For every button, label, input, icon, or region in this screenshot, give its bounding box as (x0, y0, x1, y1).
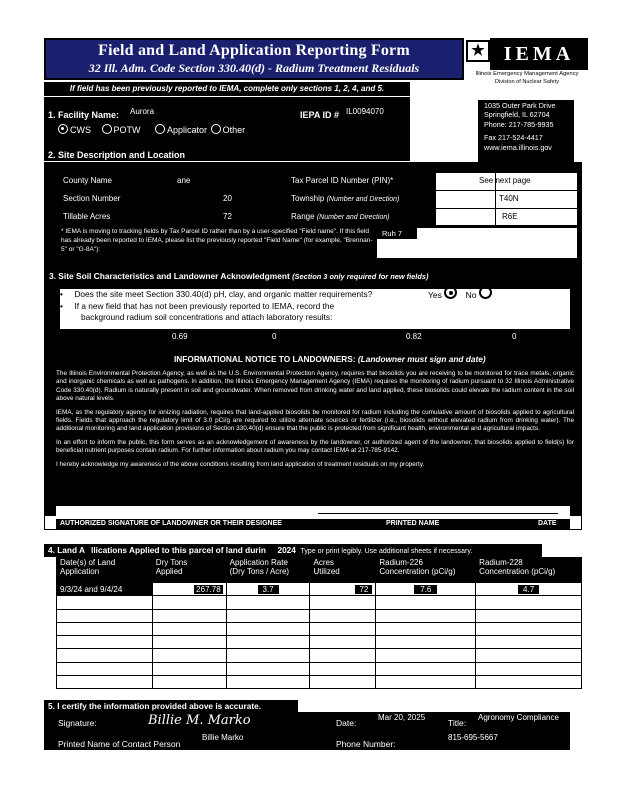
option-other[interactable]: Other (211, 125, 246, 135)
radio-empty-icon (211, 124, 221, 134)
notice-paragraph-3: In an effort to inform the public, this form serves as an acknowledgement of awareness by the landowner, or authorized agent of the landowner, that biosolids applied to field(s) for beneficial nutrient purposes contain radium. For further information about radium you may contact IEMA at 217-785-9142. (56, 438, 574, 455)
field-name-footnote: * IEMA is moving to tracking fields by Tax Parcel ID rather than by a user-specified "Field name". If this field has already been reported to IEMA, please list the previously reported "Field Name" (for example, "Brennan-5" or "G-8A"): (61, 228, 373, 253)
applications-grid (56, 557, 582, 689)
section2-heading: 2. Site Description and Location (48, 150, 186, 160)
section5-heading: 5. I certify the information provided above is accurate. (44, 700, 298, 712)
agency-division: Division of Nuclear Safety (494, 79, 560, 85)
facility-name-label: 1. Facility Name: (48, 110, 120, 120)
soil-value-3: 0.82 (406, 332, 422, 341)
radio-selected-icon (444, 286, 457, 299)
facility-type-options (58, 124, 245, 135)
agency-contact-box (478, 100, 574, 162)
state-outline-icon: ★ (466, 40, 490, 62)
prior-report-notice: If field has been previously reported to IEMA, complete only sections 1, 2, 4, and 5. (44, 82, 410, 96)
facility-name-value: Aurora (130, 107, 155, 116)
agency-name: Illinois Emergency Management Agency (475, 71, 579, 77)
option-potw[interactable]: POTW (102, 125, 141, 135)
cell-dry-tons[interactable]: 267.78 (152, 583, 226, 596)
table-row (57, 636, 582, 649)
date-value[interactable]: Mar 20, 2025 (378, 713, 426, 722)
previous-field-name: Ruh 7 (377, 228, 417, 239)
date-label: DATE (538, 520, 557, 527)
table-row (57, 596, 582, 609)
landowner-signature-label: AUTHORIZED SIGNATURE OF LANDOWNER OR THEIR DESIGNEE (60, 520, 282, 527)
printed-name-value[interactable]: Billie Marko (202, 733, 244, 742)
signature-labels-row (56, 519, 570, 529)
township-value: T40N (499, 194, 519, 203)
cell-date[interactable]: 9/3/24 and 9/4/24 (57, 583, 153, 596)
landowner-notice-title: INFORMATIONAL NOTICE TO LANDOWNERS: (Landowner must sign and date) (174, 354, 486, 364)
table-header-row (57, 558, 582, 583)
col-header-ra228: Radium-228 Concentration (pCi/g) (476, 558, 582, 583)
table-row (57, 676, 582, 689)
answer-no[interactable]: No (466, 290, 494, 300)
radio-selected-icon (58, 124, 68, 134)
section-number-label: Section Number (63, 194, 121, 203)
cell-ra226[interactable]: 7.6 (376, 583, 476, 596)
title-value[interactable]: Agronomy Compliance (478, 713, 559, 722)
signature-line-area[interactable] (56, 505, 570, 517)
printed-name-label: PRINTED NAME (386, 520, 440, 527)
range-value: R6E (502, 212, 518, 221)
section-number-value: 20 (223, 194, 232, 203)
table-row (57, 622, 582, 635)
soil-values-row (60, 329, 570, 347)
soil-value-1: 0.69 (172, 332, 188, 341)
form-title: Field and Land Application Reporting Form (98, 42, 410, 59)
county-value: ane (177, 176, 191, 185)
table-row (57, 662, 582, 675)
table-row (57, 583, 582, 596)
township-label: Township (Number and Direction) (291, 194, 400, 203)
section3-heading: 3. Site Soil Characteristics and Landowner Acknowledgment (Section 3 only required for new fields) (49, 271, 429, 281)
tillable-acres-value: 72 (223, 212, 232, 221)
notice-paragraph-4: I hereby acknowledge my awareness of the above conditions resulting from land application of treatment residuals on my property. (56, 460, 425, 468)
soil-question-2b: background radium soil concentrations and attach laboratory results: (81, 312, 333, 322)
title-label: Title: (448, 718, 467, 728)
county-label: County Name (63, 176, 112, 185)
section5-box (44, 712, 570, 750)
cell-rate[interactable]: 3.7 (226, 583, 310, 596)
date-field-label: Date: (336, 718, 357, 728)
previous-field-name-box (376, 227, 578, 259)
cell-ra228[interactable]: 4.7 (476, 583, 582, 596)
cell-acres[interactable]: 72 (310, 583, 376, 596)
col-header-dry-tons: Dry Tons Applied (152, 558, 226, 583)
section4-heading: 4. Land A llications Applied to this parcel of land durin 2024 Type or print legibly. Use additional sheets if necessary. (44, 544, 542, 557)
agency-phone: Phone: 217-785-9935 (484, 119, 554, 129)
parcel-id-label: Tax Parcel ID Number (PIN)* (291, 176, 394, 185)
parcel-id-value: See next page (479, 176, 531, 185)
table-row (57, 609, 582, 622)
form-title-box (44, 38, 464, 80)
soil-answer (428, 286, 494, 300)
option-applicator[interactable]: Applicator (155, 125, 207, 135)
soil-question-2: • If a new field that has not been previously reported to IEMA, record the (60, 301, 335, 311)
printed-name-field-label: Printed Name of Contact Person (58, 739, 181, 749)
option-cws[interactable]: CWS (58, 125, 91, 135)
agency-address-line1: 1035 Outer Park Drive (484, 101, 556, 110)
landowner-notice-text (56, 370, 574, 474)
soil-value-2: 0 (272, 332, 277, 341)
section1-facility (44, 97, 410, 161)
col-header-ra226: Radium-226 Concentration (pCi/g) (376, 558, 476, 583)
radio-empty-icon (155, 124, 165, 134)
phone-label: Phone Number: (336, 739, 396, 749)
radio-empty-icon (102, 124, 112, 134)
soil-value-4: 0 (512, 332, 517, 341)
iepa-id-value: IL0094070 (346, 107, 384, 116)
phone-value[interactable]: 815-695-5667 (448, 733, 498, 742)
table-row (57, 649, 582, 662)
land-application-table (56, 557, 582, 699)
notice-paragraph-1: The Illinois Environmental Protection Agency, as well as the U.S. Environmental Protection Agency, requires that biosolids you are receiving to be monitored for trace metals, organic and inorganic chemicals as well as pathogens. In addition, the Illinois Emergency Management Agency (IEMA) requires the monitoring of radium pursuant to 32 Illinois Administrative Code 330.40(d). Radium is naturally present in soil and groundwater. When removed from drinking water and land applied, these biosolids could elevate the radium content in the soil above natural levels. (56, 370, 574, 403)
notice-paragraph-2: IEMA, as the regulatory agency for ionizing radiation, requires that land-applied biosolids be monitored for radium including the cumulative amount of biosolids applied to agricultural fields. Fields that approach the regulatory limit of 3.0 pCi/g are required to utilize alternate sources or fertilizer (i.e., biosolids without elevated radium from drinking water). The additional monitoring and land application provisions of Section 330.40(d) ensure that the public is protected from significant health, environmental and agricultural impacts. (56, 408, 574, 433)
section2-table (58, 172, 578, 226)
form-subtitle: 32 Ill. Adm. Code Section 330.40(d) - Radium Treatment Residuals (88, 61, 420, 75)
col-header-rate: Application Rate (Dry Tons / Acre) (226, 558, 310, 583)
col-header-date: Date(s) of Land Application (57, 558, 153, 583)
contact-signature[interactable]: Billie M. Marko (148, 713, 251, 728)
iepa-id-label: IEPA ID # (300, 110, 340, 120)
soil-question-area (60, 289, 570, 329)
range-label: Range (Number and Direction) (291, 212, 390, 221)
agency-website: www.iema.illinois.gov (484, 142, 552, 152)
agency-address-line2: Springfield, IL 62704 (484, 110, 550, 120)
soil-question-1: • Does the site meet Section 330.40(d) pH, clay, and organic matter requirements? (60, 289, 373, 299)
agency-fax: Fax 217-524-4417 (484, 133, 543, 143)
answer-yes[interactable]: Yes (428, 290, 459, 300)
col-header-acres: Acres Utilized (310, 558, 376, 583)
radio-empty-icon (479, 286, 492, 299)
tillable-acres-label: Tillable Acres (63, 212, 111, 221)
agency-logo: IEMA (490, 38, 588, 70)
signature-label: Signature: (58, 718, 97, 728)
